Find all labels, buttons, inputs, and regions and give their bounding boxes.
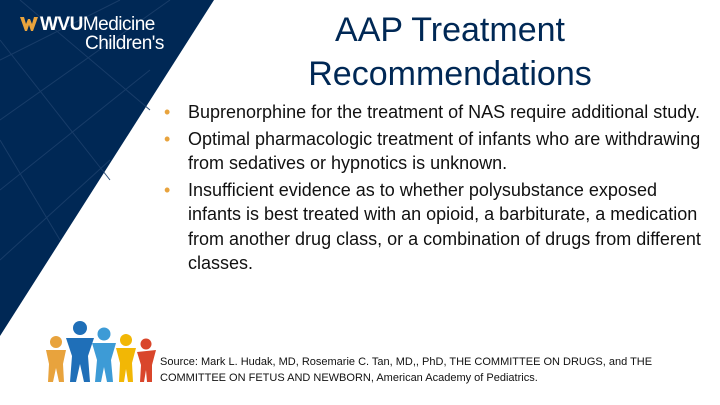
child-figure-red — [137, 339, 156, 383]
bullet-dot-icon: • — [164, 102, 171, 122]
wvu-medicine-childrens-logo — [20, 14, 170, 54]
logo-childrens: Children's — [85, 33, 164, 54]
bullet-item — [162, 127, 702, 176]
bullet-text: Optimal pharmacologic treatment of infants who are withdrawing from sedatives or hypnotics is unknown. — [188, 128, 701, 173]
children-figures-icon — [44, 320, 160, 384]
child-figure-navy — [66, 321, 94, 382]
bullet-dot-icon: • — [164, 179, 171, 200]
child-figure-lightblue — [92, 328, 116, 383]
bullet-item — [162, 100, 702, 125]
source-citation: Source: Mark L. Hudak, MD, Rosemarie C. Tan, MD,, PhD, THE COMMITTEE ON DRUGS, and THE COMMITTEE ON FETUS AND NEWBORN, American Academy of Pediatrics. — [160, 356, 653, 384]
bullet-text: Buprenorphine for the treatment of NAS require additional study. — [188, 102, 700, 122]
bullet-item — [162, 178, 702, 276]
child-figure-yellow — [116, 334, 136, 382]
logo-brand: WVU — [40, 14, 83, 35]
bullet-list — [162, 100, 702, 278]
bullet-text: Insufficient evidence as to whether polysubstance exposed infants is best treated with an opioid, a barbiturate, a medication from another drug class, or a combination of drugs from different classes. — [188, 179, 701, 273]
logo-brand-suffix: Medicine — [82, 14, 155, 35]
slide-title: AAP Treatment Recommendations — [308, 11, 592, 93]
child-figure-orange — [46, 336, 66, 382]
bullet-dot-icon: • — [164, 128, 171, 149]
